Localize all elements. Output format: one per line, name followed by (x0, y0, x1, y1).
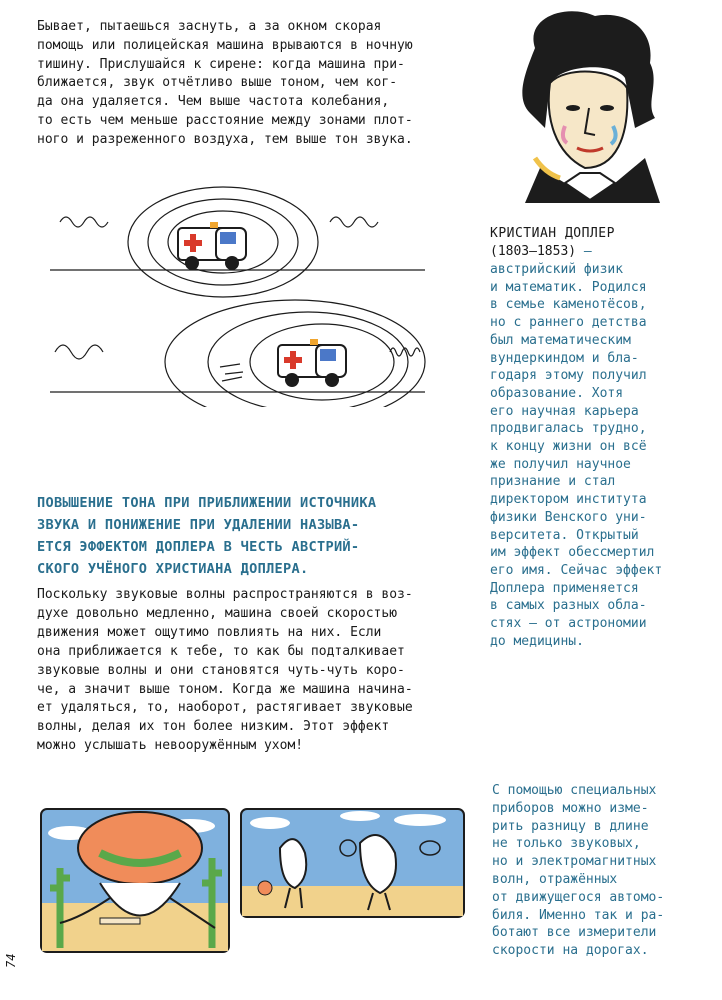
doppler-headline: ПОВЫШЕНИЕ ТОНА ПРИ ПРИБЛИЖЕНИИ ИСТОЧНИКА ЗВУКА И ПОНИЖЕНИЕ ПРИ УДАЛЕНИИ НАЗЫВА- ЕТСЯ ЭФФЕКТОМ ДОПЛЕРА В ЧЕСТЬ АВСТРИЙ- СКОГО УЧЁНОГО ХРИСТИАНА ДОПЛЕРА. (37, 495, 377, 577)
bio-name: КРИСТИАН ДОПЛЕР (490, 226, 615, 241)
bio-years: (1803–1853) — (490, 244, 592, 259)
side-note: С помощью специальных приборов можно изме- рить разницу в длине не только звуковых, но и электромагнитных волн, отражённых от движущегося автомо- биля. Именно так и ра- ботают все измерители скорости на дорогах. (492, 783, 665, 959)
doppler-effect-diagram (50, 182, 430, 407)
body-paragraph: Поскольку звуковые волны распространяются в воз- духе довольно медленно, машина своей скоростью движения может ощутимо повлиять на них. Если она приближается к тебе, то как бы подталкивает звуковые волны и они становятся чуть-чуть коро- че, а значит выше тоном. Когда же машина начина- ет удаляться, то, наоборот, растягивает звуковые волны, делая их тон более низким. Этот эффект можно услышать невооружённым ухом! (37, 587, 413, 754)
ambulance-bottom (278, 339, 346, 387)
bio-text: австрийский физик и математик. Родился в семье каменотёсов, но с раннего детства был математическим вундеркиндом и бла- годаря этому получил образование. Хотя его научная карьера продвигалась трудно, к концу жизни он всё же получил научное признание и стал директором института физики Венского уни- верситета. Открытый им эффект обессмертил его имя. Сейчас эффект Доплера применяется в самых разных обла- стях — от астрономии до медицины. (490, 262, 663, 649)
doppler-portrait-illustration (505, 8, 665, 208)
ambulance-top (178, 222, 246, 270)
intro-paragraph: Бывает, пытаешься заснуть, а за окном скорая помощь или полицейская машина врываются в ночную тишину. Прислушайся к сирене: когда машина при- ближается, звук отчётливо выше тоном, чем ког- да она удаляется. Чем выше частота колебания, то есть чем меньше расстояние между зонами плот- ного и разреженного воздуха, тем выше тон звука. (37, 19, 413, 147)
comic-panel-ear-characters (240, 808, 465, 918)
comic-panel-hat-character (40, 808, 230, 953)
page-number: 74 (4, 953, 18, 968)
